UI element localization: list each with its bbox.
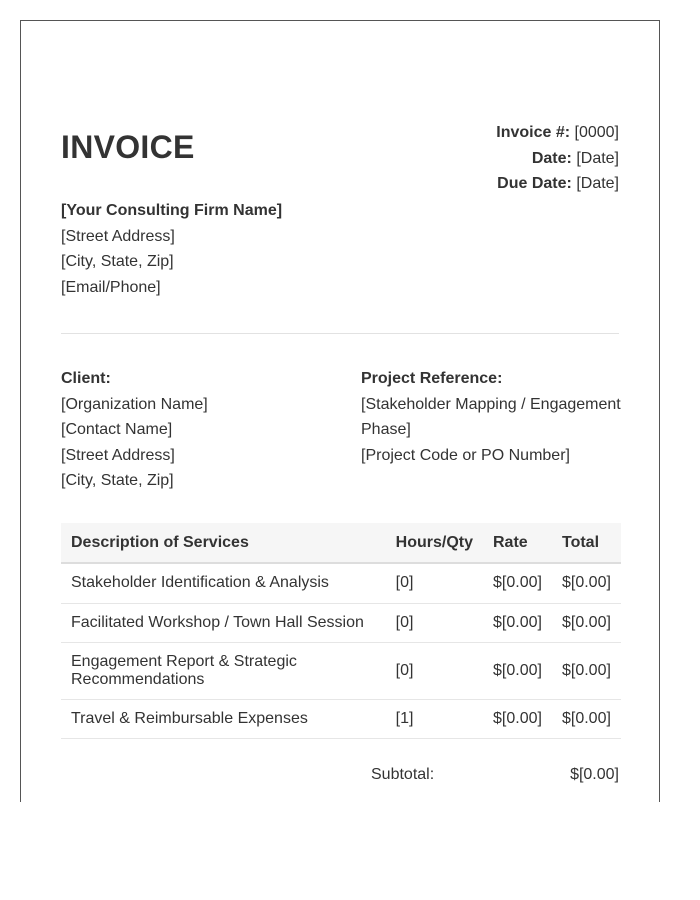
client-street: [Street Address] xyxy=(61,446,175,464)
row-qty: [0] xyxy=(386,642,483,699)
invoice-date-line xyxy=(496,146,619,172)
client-label: Client: xyxy=(61,370,111,387)
table-row xyxy=(61,563,621,603)
table-row xyxy=(61,603,621,642)
invoice-page xyxy=(20,20,660,802)
due-date-label: Due Date: xyxy=(497,175,572,192)
row-qty: [0] xyxy=(386,603,483,642)
header-hours-qty: Hours/Qty xyxy=(386,523,483,563)
row-total: $[0.00] xyxy=(552,603,621,642)
table-row xyxy=(61,699,621,738)
row-rate: $[0.00] xyxy=(483,563,552,603)
invoice-meta xyxy=(496,120,619,197)
firm-city: [City, State, Zip] xyxy=(61,253,174,270)
project-code: [Project Code or PO Number] xyxy=(361,446,570,464)
project-label: Project Reference: xyxy=(361,370,503,387)
subtotal-label: Subtotal: xyxy=(371,766,435,783)
header-total: Total xyxy=(552,523,621,563)
header-description: Description of Services xyxy=(61,523,386,563)
invoice-date-label: Date: xyxy=(531,149,572,167)
row-rate: $[0.00] xyxy=(483,642,552,699)
row-description: Travel & Reimbursable Expenses xyxy=(61,699,386,738)
firm-block xyxy=(61,198,282,300)
firm-street: [Street Address] xyxy=(61,227,175,245)
row-total: $[0.00] xyxy=(552,563,621,603)
client-block xyxy=(61,366,341,494)
client-organization: [Organization Name] xyxy=(61,395,208,413)
due-date-value: [Date] xyxy=(576,175,619,192)
subtotal-value: $[0.00] xyxy=(570,766,619,783)
row-rate: $[0.00] xyxy=(483,603,552,642)
row-description: Facilitated Workshop / Town Hall Session xyxy=(61,603,386,642)
invoice-number-line xyxy=(496,120,619,146)
invoice-date-value: [Date] xyxy=(576,149,619,167)
subtotal-line xyxy=(61,766,619,786)
row-qty: [0] xyxy=(386,563,483,603)
section-divider xyxy=(61,333,619,334)
row-total: $[0.00] xyxy=(552,699,621,738)
header-rate: Rate xyxy=(483,523,552,563)
row-description: Engagement Report & Strategic Recommendations xyxy=(61,642,386,699)
table-row xyxy=(61,642,621,699)
due-date-line xyxy=(496,171,619,197)
services-table xyxy=(61,523,621,739)
client-city: [City, State, Zip] xyxy=(61,472,174,489)
row-qty: [1] xyxy=(386,699,483,738)
firm-contact: [Email/Phone] xyxy=(61,278,161,296)
client-contact: [Contact Name] xyxy=(61,421,173,438)
row-rate: $[0.00] xyxy=(483,699,552,738)
invoice-title: INVOICE xyxy=(61,129,195,165)
row-description: Stakeholder Identification & Analysis xyxy=(61,563,386,603)
table-header-row xyxy=(61,523,621,563)
row-total: $[0.00] xyxy=(552,642,621,699)
invoice-number-value: [0000] xyxy=(574,124,619,141)
project-name: [Stakeholder Mapping / Engagement Phase] xyxy=(361,395,621,438)
invoice-number-label: Invoice #: xyxy=(496,124,571,141)
project-block xyxy=(361,366,626,468)
firm-name: [Your Consulting Firm Name] xyxy=(61,202,283,219)
